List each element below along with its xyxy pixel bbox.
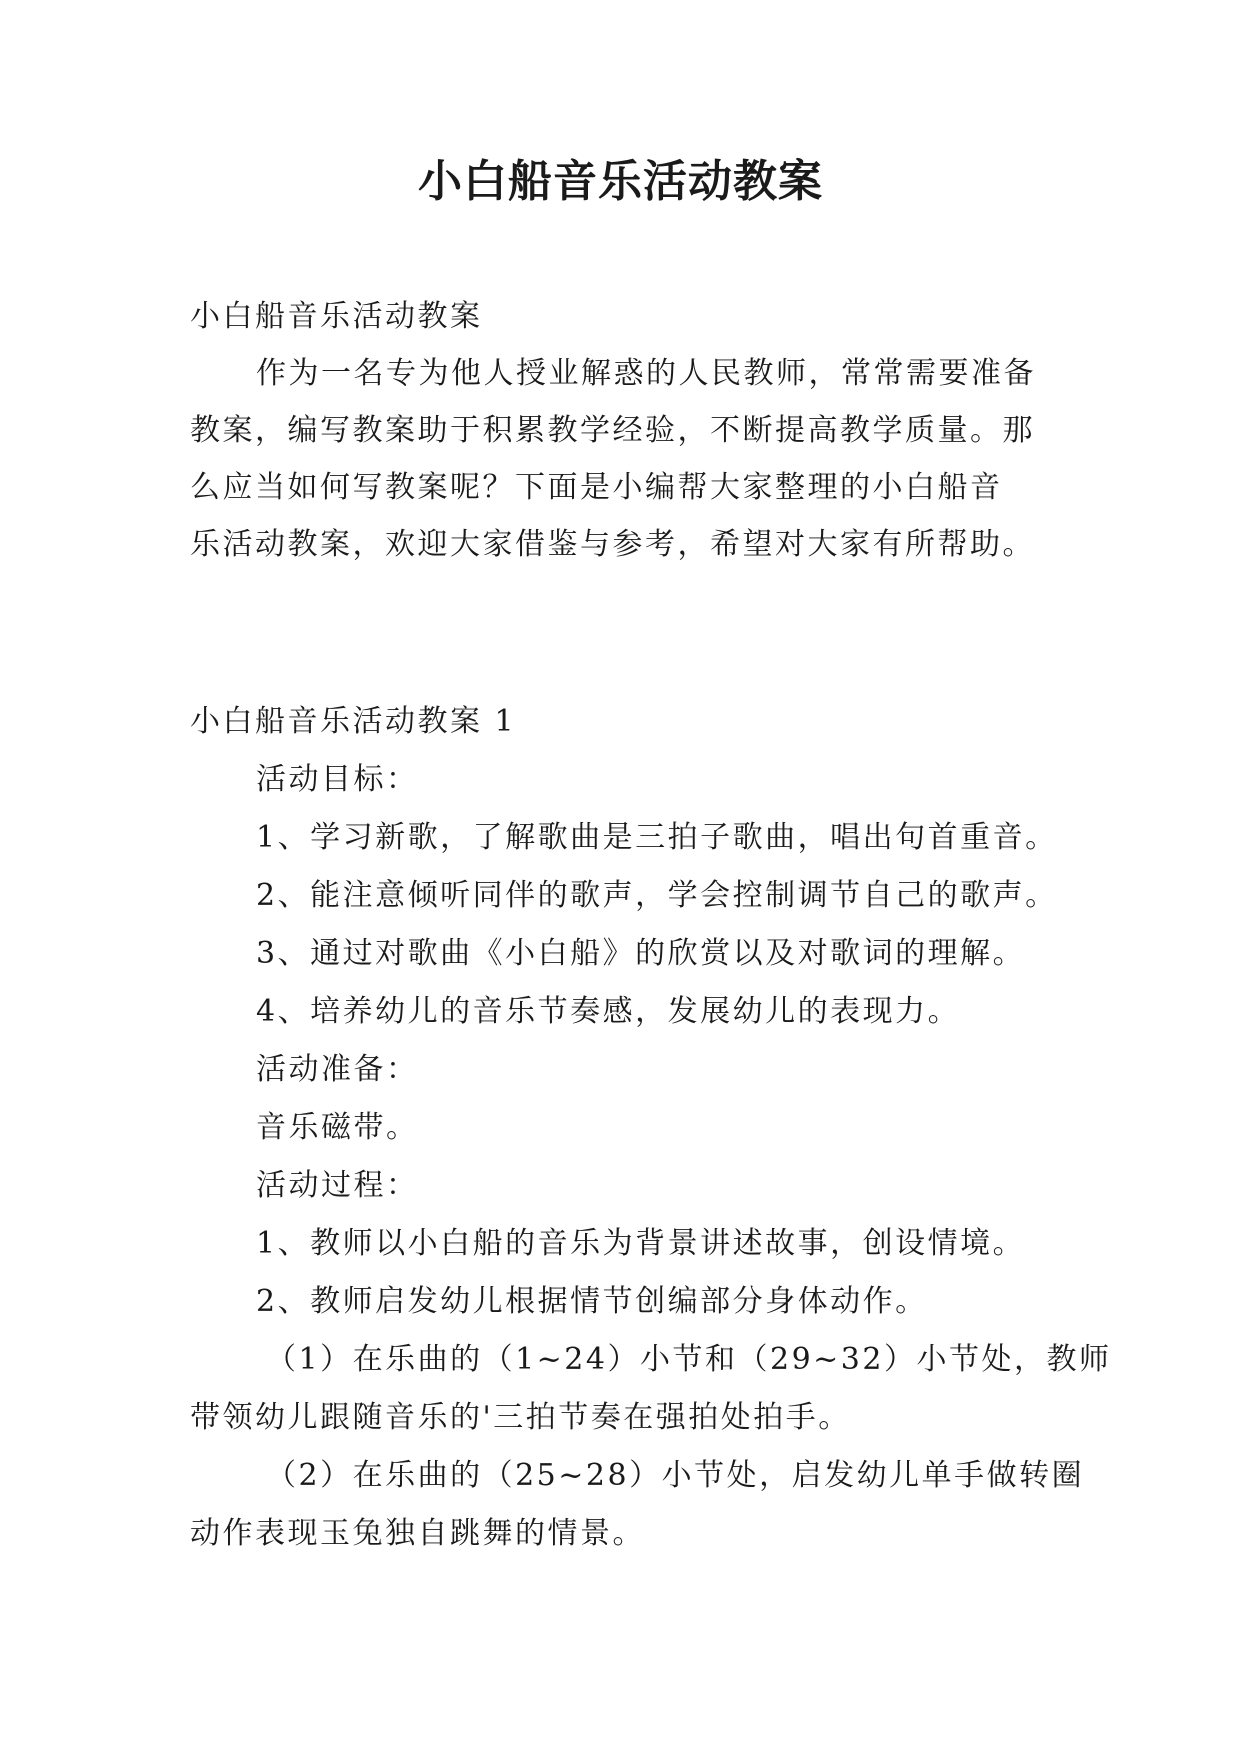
process-heading: 活动过程： — [256, 1168, 419, 1203]
page-title: 小白船音乐活动教案 — [418, 156, 823, 207]
process-subitem-2: （2）在乐曲的（25~28）小节处，启发幼儿单手做转圈 — [266, 1458, 1085, 1493]
goals-heading: 活动目标： — [256, 762, 419, 797]
prep-heading: 活动准备： — [256, 1052, 419, 1087]
goal-item-1: 1、学习新歌，了解歌曲是三拍子歌曲，唱出句首重音。 — [256, 820, 1058, 855]
process-item-1: 1、教师以小白船的音乐为背景讲述故事，创设情境。 — [256, 1226, 1026, 1261]
process-subitem-1-cont: 带领幼儿跟随音乐的'三拍节奏在强拍处拍手。 — [190, 1400, 851, 1435]
intro-line-1: 作为一名专为他人授业解惑的人民教师，常常需要准备 — [256, 356, 1036, 391]
intro-line-4: 乐活动教案，欢迎大家借鉴与参考，希望对大家有所帮助。 — [190, 527, 1035, 562]
goal-item-3: 3、通过对歌曲《小白船》的欣赏以及对歌词的理解。 — [256, 936, 1026, 971]
prep-item: 音乐磁带。 — [256, 1110, 419, 1145]
intro-line-2: 教案，编写教案助于积累教学经验，不断提高教学质量。那 — [190, 413, 1035, 448]
section-heading-1: 小白船音乐活动教案 1 — [190, 704, 517, 739]
intro-line-3: 么应当如何写教案呢？下面是小编帮大家整理的小白船音 — [190, 470, 1003, 505]
goal-item-4: 4、培养幼儿的音乐节奏感，发展幼儿的表现力。 — [256, 994, 961, 1029]
process-subitem-1: （1）在乐曲的（1~24）小节和（29~32）小节处，教师 — [266, 1342, 1112, 1377]
section-heading: 小白船音乐活动教案 — [190, 299, 483, 334]
process-item-2: 2、教师启发幼儿根据情节创编部分身体动作。 — [256, 1284, 928, 1319]
goal-item-2: 2、能注意倾听同伴的歌声，学会控制调节自己的歌声。 — [256, 878, 1058, 913]
process-subitem-2-cont: 动作表现玉兔独自跳舞的情景。 — [190, 1516, 645, 1551]
